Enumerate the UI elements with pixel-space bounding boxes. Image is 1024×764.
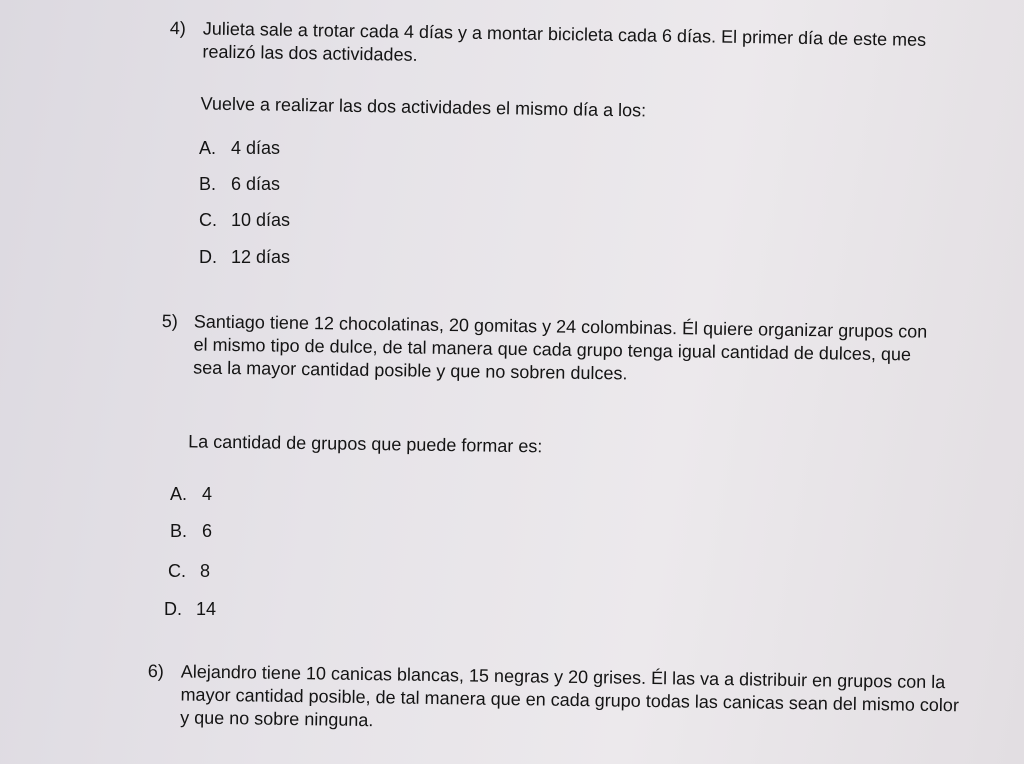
option-text: 12 días — [231, 247, 291, 267]
question-prompt: La cantidad de grupos que puede formar es: — [188, 431, 543, 457]
q4-option-d[interactable] — [199, 246, 290, 268]
question-stem: Santiago tiene 12 chocolatinas, 20 gomitas y 24 colombinas. Él quiere organizar grupos con el mismo tipo de dulce, de tal manera que cada grupo tenga igual cantidad de dulces, que sea la mayor cantidad posible y que no sobren dulces. — [193, 311, 928, 384]
question-number: 5) — [161, 310, 179, 332]
option-letter: C. — [199, 210, 217, 230]
question-prompt: Vuelve a realizar las dos actividades el mismo día a los: — [200, 93, 647, 121]
option-letter: D. — [199, 247, 217, 267]
option-text: 4 — [202, 484, 213, 504]
q5-option-b[interactable] — [170, 520, 212, 542]
q4-option-b[interactable] — [199, 173, 280, 195]
q5-option-c[interactable] — [168, 560, 210, 582]
option-letter: D. — [164, 599, 182, 619]
question-number: 4) — [169, 17, 186, 39]
option-letter: A. — [170, 484, 188, 504]
option-text: 6 días — [231, 174, 281, 194]
q4-option-a[interactable] — [199, 137, 280, 159]
option-text: 4 días — [231, 138, 281, 158]
question-stem: Julieta sale a trotar cada 4 días y a montar bicicleta cada 6 días. El primer día de este mes realizó las dos actividades. — [202, 18, 927, 65]
option-text: 6 — [202, 521, 213, 541]
option-letter: B. — [170, 521, 188, 541]
question-number: 6) — [147, 660, 165, 682]
q5-option-a[interactable] — [170, 483, 212, 505]
option-text: 10 días — [231, 210, 291, 230]
question-5 — [161, 310, 942, 457]
q4-option-c[interactable] — [199, 209, 290, 231]
q5-option-d[interactable] — [164, 598, 216, 620]
option-letter: B. — [199, 174, 217, 194]
question-6 — [147, 660, 968, 740]
option-letter: C. — [168, 561, 186, 581]
option-text: 14 — [196, 599, 217, 619]
option-letter: A. — [199, 138, 217, 158]
question-4 — [169, 17, 950, 121]
question-stem: Alejandro tiene 10 canicas blancas, 15 negras y 20 grises. Él las va a distribuir en grupos con la mayor cantidad posible, de tal manera que en cada grupo todas las canicas sean del mismo color y que no sobre ninguna. — [180, 661, 960, 731]
option-text: 8 — [200, 561, 211, 581]
